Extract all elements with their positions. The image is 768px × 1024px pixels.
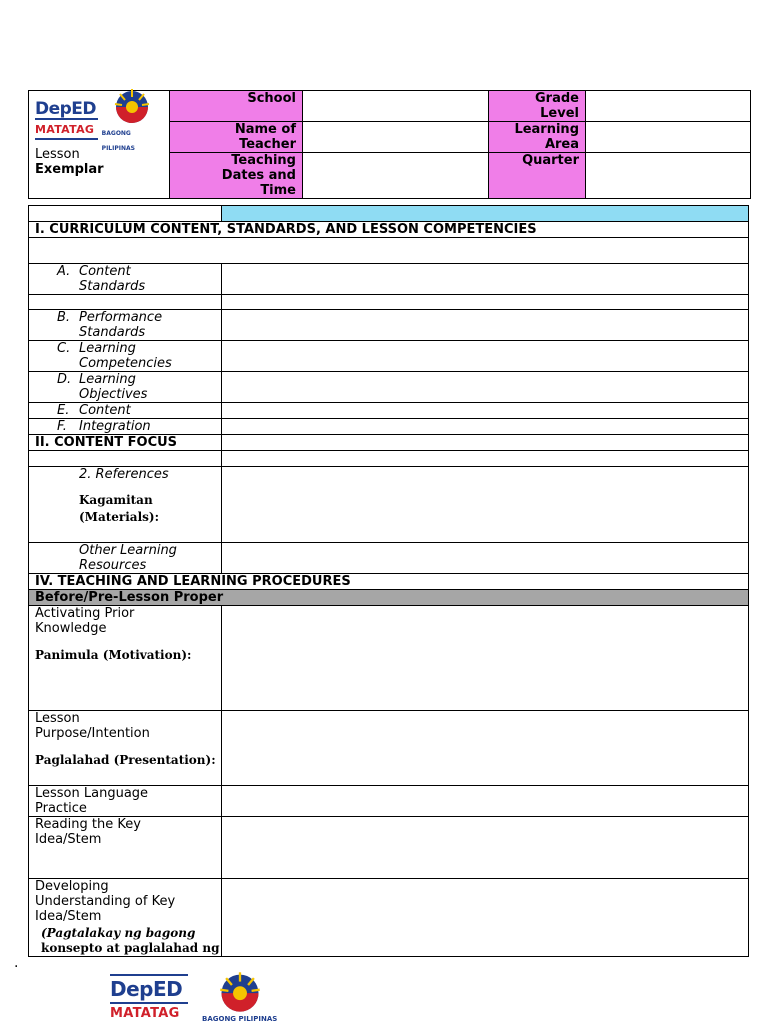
quarter-label: Quarter (489, 153, 586, 199)
footer-deped-logo: DepED MATATAG (110, 973, 188, 1021)
dates-value[interactable] (303, 153, 489, 199)
integration-value[interactable] (222, 419, 749, 435)
developing-understanding-value[interactable] (222, 879, 749, 957)
language-practice-value[interactable] (222, 786, 749, 817)
blank-row (29, 238, 749, 264)
item-integration: F. Integration (29, 419, 222, 435)
learning-objectives-value[interactable] (222, 372, 749, 403)
learning-area-value[interactable] (586, 122, 751, 153)
school-value[interactable] (303, 91, 489, 122)
activating-knowledge-value[interactable] (222, 606, 749, 711)
blank-cell (222, 295, 749, 310)
lesson-label: Lesson (35, 147, 80, 162)
pre-lesson-header: Before/Pre-Lesson Proper (29, 590, 749, 606)
exemplar-label: Exemplar (35, 162, 104, 177)
content-focus-value[interactable] (222, 435, 749, 451)
content-standards-value[interactable] (222, 264, 749, 295)
learning-area-label: Learning Area (489, 122, 586, 153)
item-learning-competencies: C. Learning Competencies (29, 341, 222, 372)
header-table (28, 90, 751, 199)
item-performance-standards: B. Performance Standards (29, 310, 222, 341)
lesson-purpose-cell: Lesson Purpose/Intention Paglalahad (Presentation): (29, 711, 222, 786)
dates-label: Teaching Dates and Time (170, 153, 303, 199)
item-content: E. Content (29, 403, 222, 419)
reading-key-idea-value[interactable] (222, 817, 749, 879)
blank-cell (29, 451, 222, 467)
grade-level-label: Grade Level (489, 91, 586, 122)
learning-competencies-value[interactable] (222, 341, 749, 372)
item-content-standards: A. Content Standards (29, 264, 222, 295)
lesson-purpose-value[interactable] (222, 711, 749, 786)
blue-header-cell (222, 206, 749, 222)
section-procedures: IV. TEACHING AND LEARNING PROCEDURES (29, 574, 749, 590)
performance-standards-value[interactable] (222, 310, 749, 341)
bagong-pilipinas-logo: BAGONG PILIPINAS (102, 87, 163, 156)
grade-level-value[interactable] (586, 91, 751, 122)
blank-cell (29, 206, 222, 222)
other-resources-value[interactable] (222, 543, 749, 574)
footer-logos (110, 970, 277, 1023)
activating-knowledge-cell: Activating Prior Knowledge Panimula (Motivation): (29, 606, 222, 711)
teacher-value[interactable] (303, 122, 489, 153)
stray-dot: . (14, 955, 19, 971)
content-value[interactable] (222, 403, 749, 419)
teacher-label: Name of Teacher (170, 122, 303, 153)
footer-bagong-pilipinas-logo: BAGONG PILIPINAS (202, 970, 277, 1023)
references-value[interactable] (222, 467, 749, 543)
lesson-table (28, 205, 749, 957)
developing-understanding-cell: Developing Understanding of Key Idea/Stem (Pagtalakay ng bagong konsepto at paglalahad ng (29, 879, 222, 957)
other-resources-cell: Other Learning Resources (29, 543, 222, 574)
language-practice-cell: Lesson Language Practice (29, 786, 222, 817)
blank-cell (222, 451, 749, 467)
school-label: School (170, 91, 303, 122)
deped-matatag-logo: DepED MATATAG (35, 102, 98, 141)
references-cell: 2. References Kagamitan (Materials): (29, 467, 222, 543)
quarter-value[interactable] (586, 153, 751, 199)
section-curriculum: I. CURRICULUM CONTENT, STANDARDS, AND LESSON COMPETENCIES (29, 222, 749, 238)
reading-key-idea-cell: Reading the Key Idea/Stem (29, 817, 222, 879)
item-learning-objectives: D. Learning Objectives (29, 372, 222, 403)
blank-cell (29, 295, 222, 310)
section-content-focus: II. CONTENT FOCUS (29, 435, 222, 451)
logo-cell (29, 91, 170, 199)
